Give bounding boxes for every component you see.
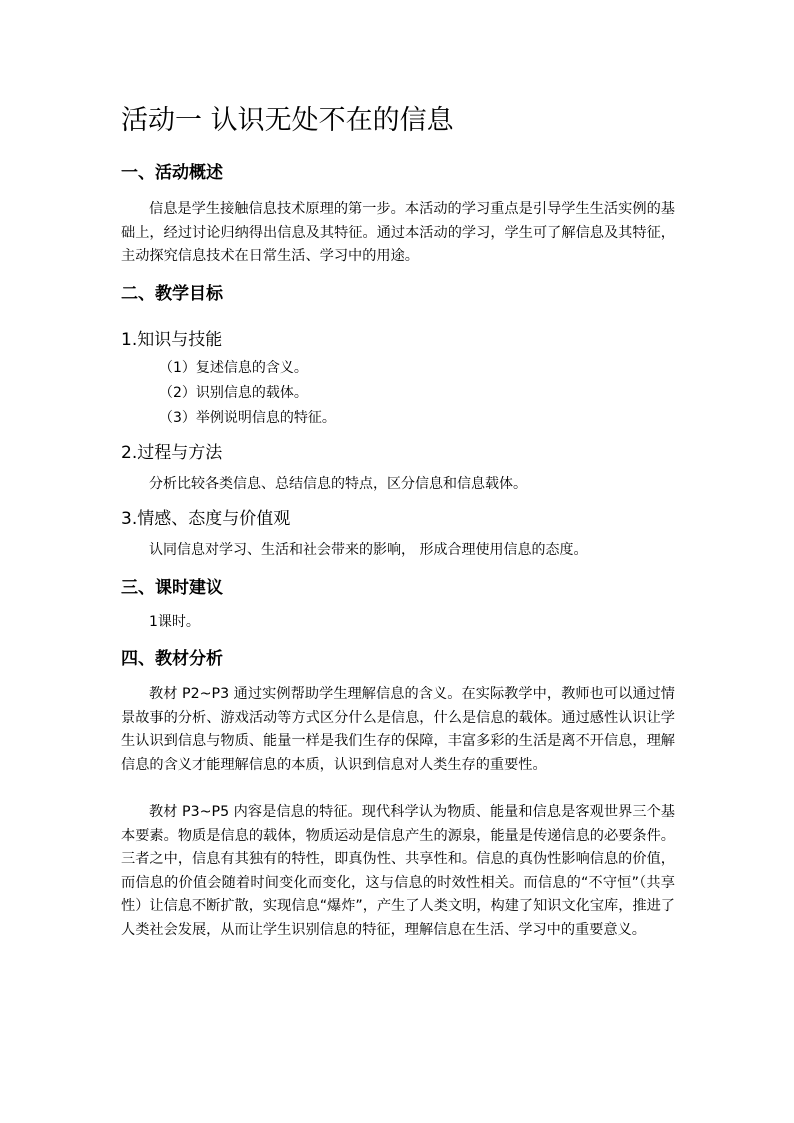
textbook-paragraph-2: 教材 P3~P5 内容是信息的特征。现代科学认为物质、能量和信息是客观世界三个基本要素。物质是信息的载体，物质运动是信息产生的源泉，能量是传递信息的必要条件。三者之中，信息有其独有的特性，即真伪性、共享性和。信息的真伪性影响信息的价值，而信息的价值会随着时间变化而变化，这与信息的时效性相关。而信息的“不守恒”（共享性）让信息不断扩散，实现信息“爆炸”，产生了人类文明，构建了知识文化宝库，推进了人类社会发展，从而让学生识别信息的特征，理解信息在生活、学习中的重要意义。 xyxy=(121,804,675,938)
objective-item-3: （3）举例说明信息的特征。 xyxy=(159,410,336,426)
page-title: 活动一 认识无处不在的信息 xyxy=(121,105,454,136)
hours-text: 1课时。 xyxy=(149,614,200,630)
overview-paragraph: 信息是学生接触信息技术原理的第一步。本活动的学习重点是引导学生生活实例的基础上，经过讨论归纳得出信息及其特征。通过本活动的学习，学生可了解信息及其特征，主动探究信息技术在日常生活、学习中的用途。 xyxy=(121,201,675,264)
emotion-values-text: 认同信息对学习、生活和社会带来的影响， 形成合理使用信息的态度。 xyxy=(149,542,588,558)
process-method-text: 分析比较各类信息、总结信息的特点，区分信息和信息载体。 xyxy=(149,476,527,492)
subheading-emotion-values: 3.情感、态度与价值观 xyxy=(121,509,291,529)
subheading-process-method: 2.过程与方法 xyxy=(121,443,223,463)
textbook-paragraph-1: 教材 P2~P3 通过实例帮助学生理解信息的含义。在实际教学中，教师也可以通过情景故事的分析、游戏活动等方式区分什么是信息，什么是信息的载体。通过感性认识让学生认识到信息与物质、能量一样是我们生存的保障，丰富多彩的生活是离不开信息，理解信息的含义才能理解信息的本质，认识到信息对人类生存的重要性。 xyxy=(121,686,675,773)
section-heading-hours: 三、课时建议 xyxy=(121,578,223,598)
section-heading-textbook: 四、教材分析 xyxy=(121,649,223,669)
section-heading-objectives: 二、教学目标 xyxy=(121,284,223,304)
objective-item-1: （1）复述信息的含义。 xyxy=(159,360,308,376)
subheading-knowledge-skills: 1.知识与技能 xyxy=(121,330,223,350)
section-heading-overview: 一、活动概述 xyxy=(121,163,223,183)
objective-item-2: （2）识别信息的载体。 xyxy=(159,385,308,401)
